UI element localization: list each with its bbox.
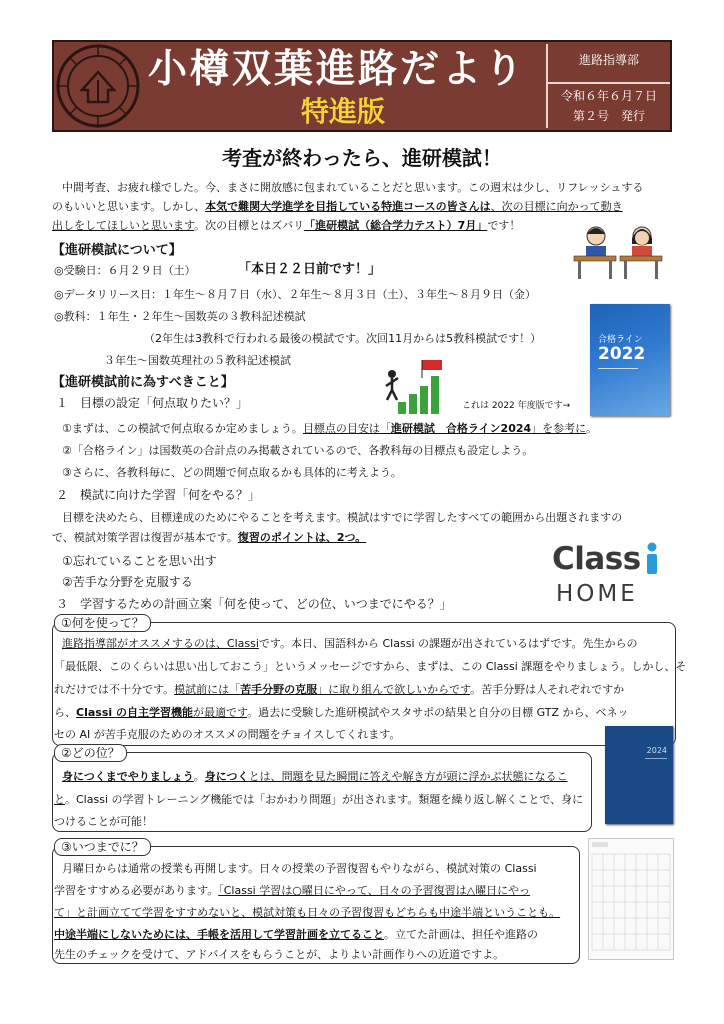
box3-line: 学習をすすめる必要があります。「Classi 学習は○曜日にやって、日々の予習復習は△曜日にやっ [54,884,531,897]
box-tab-what: ①何を使って？ [54,614,151,632]
exam-name: 「進研模試（総合学力テスト）7月」 [304,219,488,232]
box3-line: 先生のチェックを受けて、アドバイスをもらうことが、よりよい計画作りへの近道ですよ。 [54,948,505,961]
book-title: 合格ライン [598,335,643,345]
subjects-third-year: ３年生～国数英理社の５教科記述模試 [104,354,291,367]
box1-line: 進路指導部がオススメするのは、Classiです。本日、国語科から Classi の課題が出されているはずです。先生からの [62,637,638,650]
goal-flag-label: 目標 [441,361,455,369]
school-emblem-icon [56,44,140,128]
newsletter-subtitle: 特進版 [300,95,385,128]
emphasis-text: Classi の自主学習機能 [76,706,193,719]
step2-line: で、模試対策学習は復習が基本です。復習のポイントは、2つ。 [52,531,367,544]
emphasis-text: 苦手分野の克服 [240,683,318,696]
emphasis-text: 中途半端にしないためには、手帳を活用して学習計画を立てること [54,928,384,941]
intro-line: 中間考査、お疲れ様でした。今、まさに開放感に包まれていることだと思います。この週末は少し、リフレッシュする [62,181,644,194]
emphasis-text: 本気で難関大学進学を目指している特進コースの皆さんは [205,200,491,213]
box2-line: つけることが可能！ [54,815,153,828]
intro-line: 出しをしてほしいと思います。次の目標とはズバリ「進研模試（総合学力テスト）7月」です！ [52,219,521,232]
review-point: ②苦手な分野を克服する [62,575,193,589]
release-date: ◎データリリース日：１年生～８月７日（水）、２年生～８月３日（土）、３年生～８月９日（金） [54,288,537,301]
planner-cover [605,726,673,824]
box2-line: と。Classi の学習トレーニング機能では「おかわり問題」が出されます。類題を繰り返し解くことで、身に [54,793,584,806]
box1-line: セの AI が苦手克服のためのオススメの問題をチョイスしてくれます。 [54,728,401,741]
box1-line: 「最低限、このくらいは思い出しておこう」というメッセージですから、まずは、この Classi 課題をやりましょう。しかし、そ [54,660,687,673]
box3-line: 中途半端にしないためには、手帳を活用して学習計画を立てること。立てた計画は、担任や進路の [54,928,538,941]
step3-title: ３ 学習するための計画立案「何を使って、どの位、いつまでにやる？」 [56,597,452,611]
review-point: ①忘れていることを思い出す [62,554,217,568]
box3-line: て」と計画立てて学習をすすめないと、模試対策も日々の予習復習もどちらも中途半端ということも。 [54,906,561,919]
box-tab-by-when: ③いつまでに？ [54,838,151,856]
step1-line: ②「合格ライン」は国数英の合計点のみ掲載されているので、各教科毎の目標点も設定しよう。 [62,444,534,457]
issue-number: 第２号 発行 [572,109,645,123]
box3-line: 月曜日からは通常の授業も再開します。日々の授業の予習復習もやりながら、模試対策の Classi [62,862,537,875]
guidebook-cover [590,304,670,416]
classi-logo-mark-icon [644,542,660,576]
box2-line: 身につくまでやりましょう。身につくとは、問題を見た瞬間に答えや解き方が頭に浮かぶ状態になるこ [62,770,568,783]
section-heading: 【進研模試について】 [52,243,182,258]
step2-line: 目標を決めたら、目標達成のためにやることを考えます。模試はすでに学習したすべての範囲から出題されますの [62,511,623,524]
book-year: 2022 [598,344,646,364]
headline: 考査が終わったら、進研模試！ [222,146,502,170]
subjects-note: （2年生は3教科で行われる最後の模試です。次回11月からは5教科模試です！） [144,332,542,345]
step2-title: ２ 模試に向けた学習「何をやる？」 [56,488,261,502]
planner-calendar-page [588,838,674,960]
department-label: 進路指導部 [578,53,639,67]
exam-date: ◎受験日：６月２９日（土） [54,264,196,277]
studying-students-icon [570,222,668,280]
section-heading: 【進研模試前に為すべきこと】 [52,375,234,390]
step1-line: ①まずは、この模試で何点取るか定めましょう。目標点の目安は「進研模試 合格ライン2024」を参考に。 [62,422,598,435]
newsletter-title: 小樽双葉進路だより [148,46,527,92]
goal-bar-chart-icon [384,358,444,416]
box1-line: れだけでは不十分です。模試前には「苦手分野の克服」に取り組んで欲しいからです。苦手分野は人それぞれですか [54,683,625,696]
book-caption: これは 2022 年度版です→ [462,401,571,411]
guidebook-name: 進研模試 合格ライン2024 [390,422,532,435]
subjects: ◎教科：１年生・２年生～国数英の３教科記述模試 [54,310,306,323]
countdown: 「本日２２日前です！」 [238,262,382,277]
planner-year: 2024 [646,746,667,755]
step1-line: ③さらに、各教科毎に、どの問題で何点取るかも具体的に考えよう。 [62,466,402,479]
step1-title: １ 目標の設定「何点取りたい？」 [56,396,249,410]
box-tab-how-much: ②どの位？ [54,744,127,762]
classi-home-logo: Class HOME [552,540,662,608]
issue-date: 令和６年６月７日 [560,89,657,103]
review-points: 復習のポイントは、2つ。 [237,531,367,544]
intro-line: のもいいと思います。しかし、本気で難関大学進学を目指している特進コースの皆さんは、次の目標に向かって動き [52,200,623,213]
box1-line: ら、Classi の自主学習機能が最適です。過去に受験した進研模試やスタサポの結果と自分の目標 GTZ から、ベネッ [54,706,629,719]
header-divider [548,82,670,84]
